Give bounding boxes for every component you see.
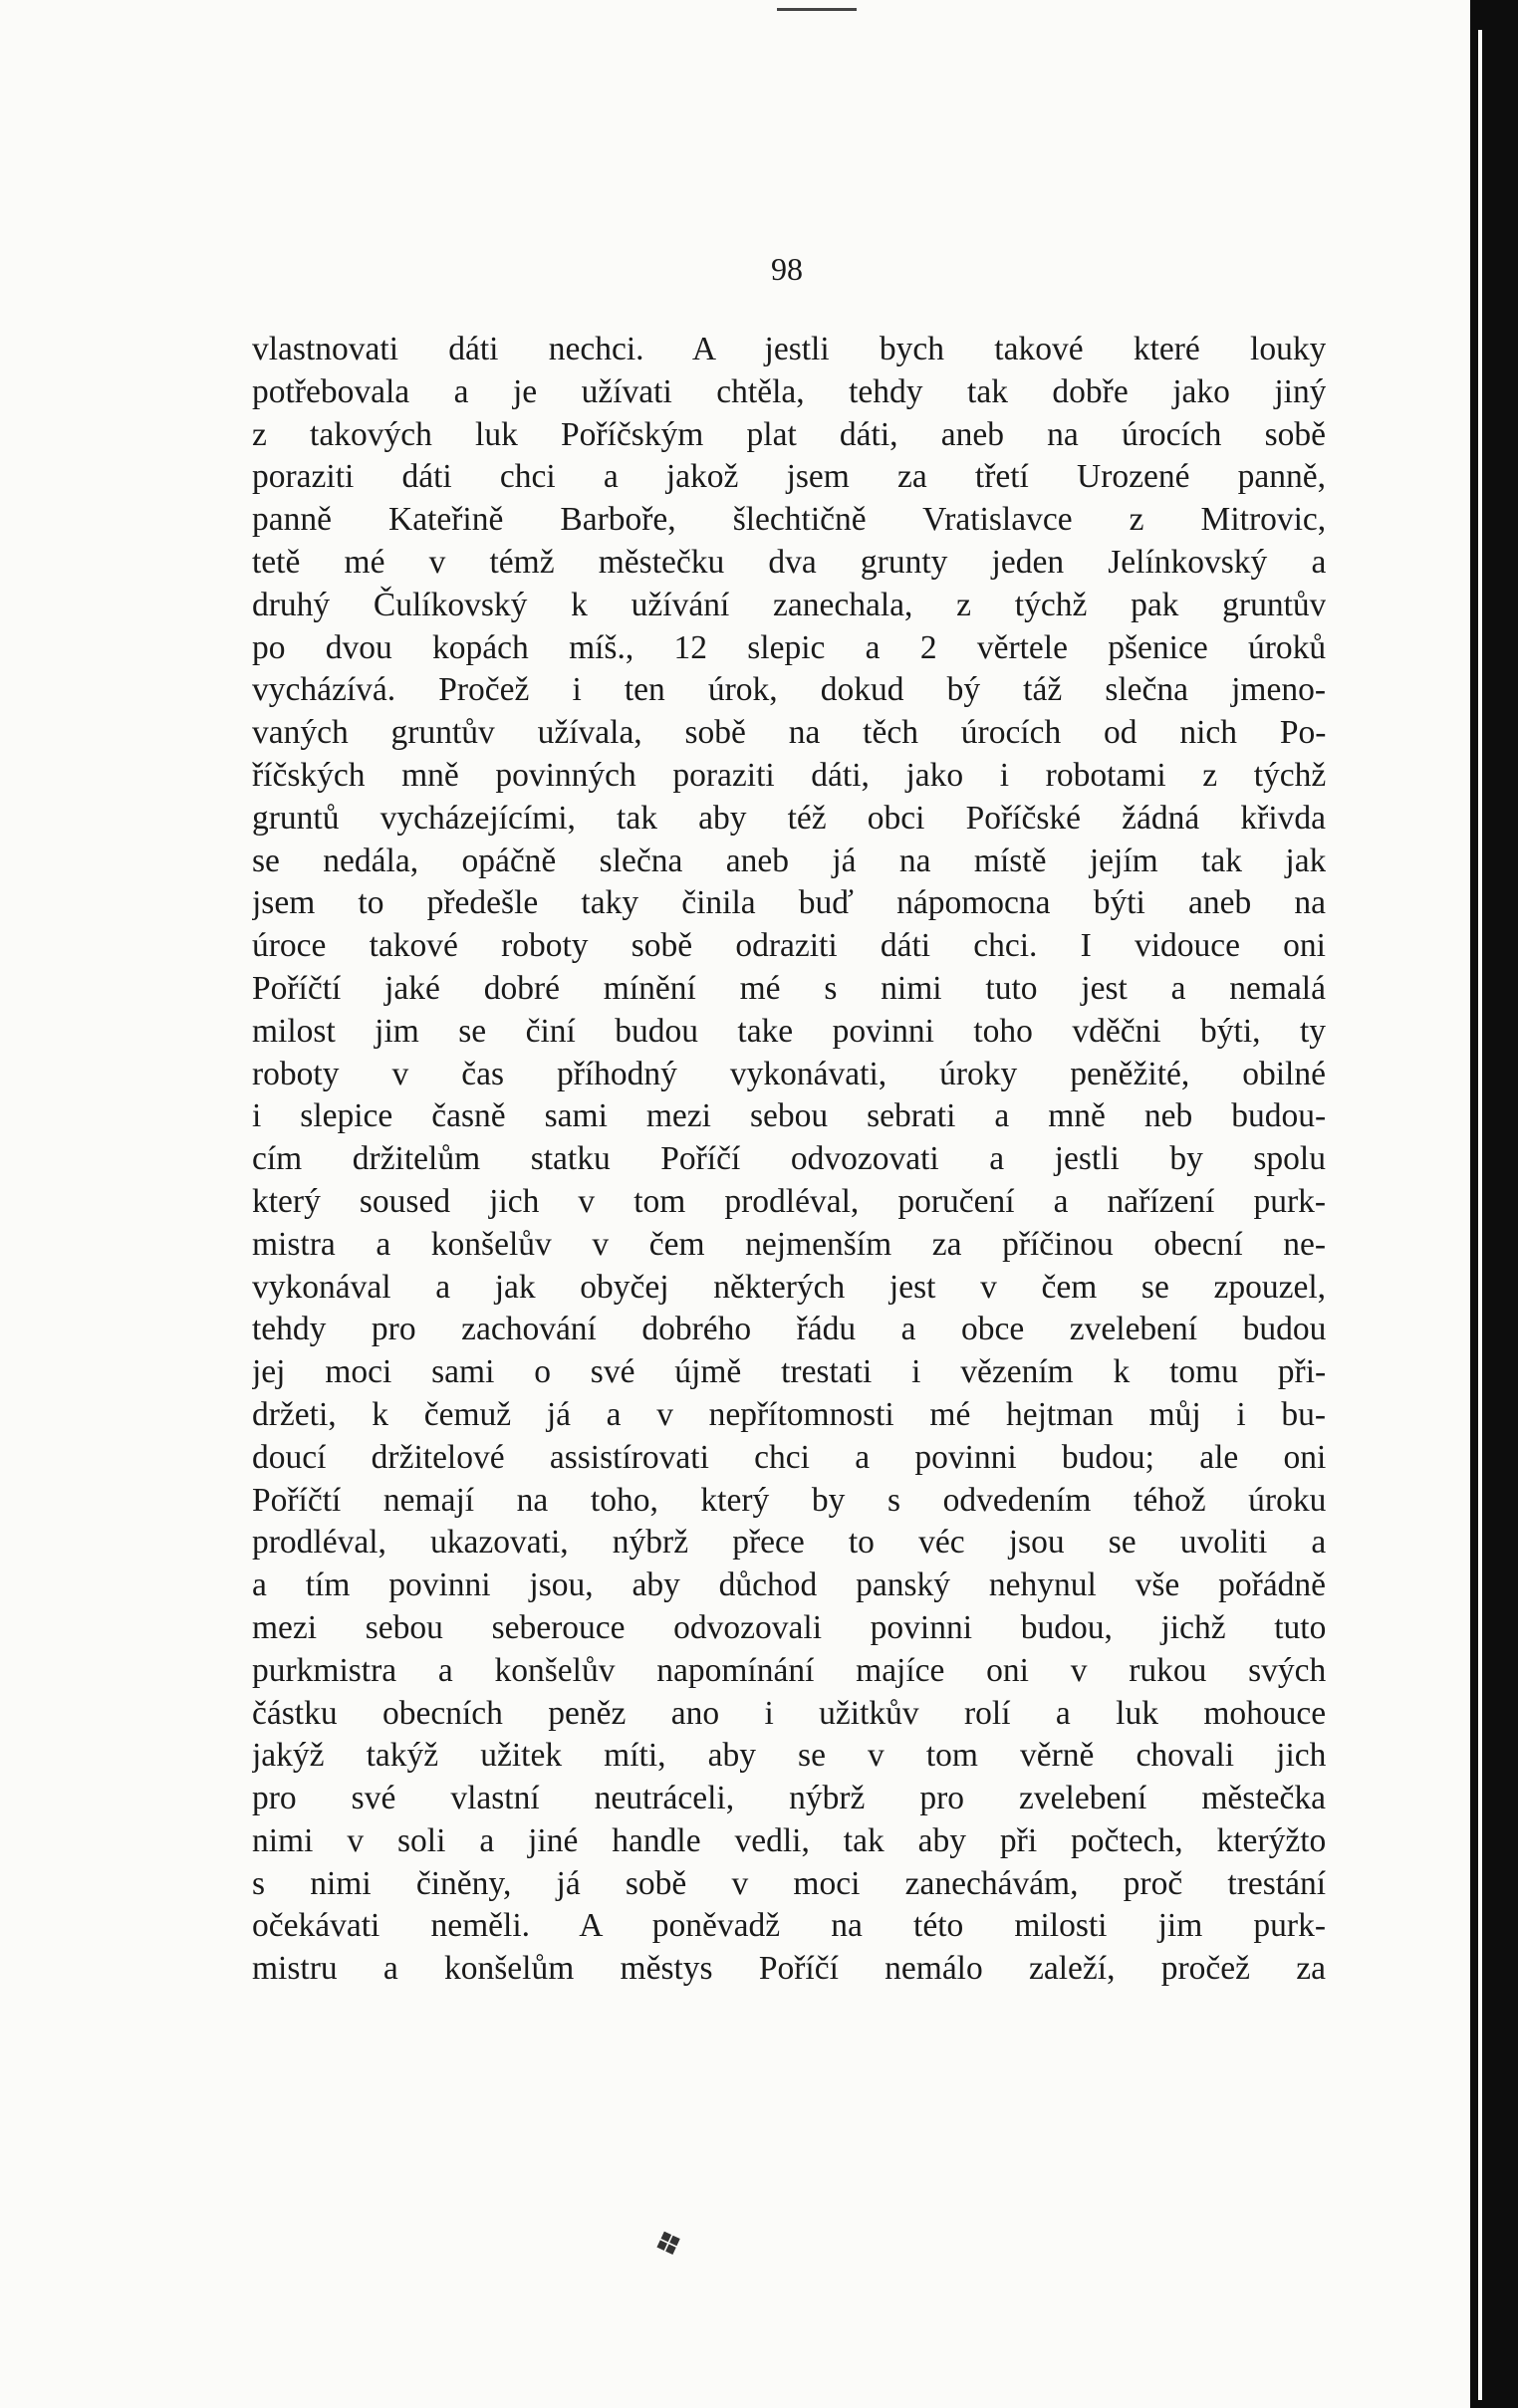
text-line: pro své vlastní neutráceli, nýbrž pro zvelebení městečka (252, 1780, 1326, 1817)
text-line: mistra a konšelův v čem nejmenším za příčinou obecní ne- (252, 1225, 1326, 1263)
text-line: úroce takové roboty sobě odraziti dáti chci. I vidouce oni (252, 927, 1326, 965)
text-line: po dvou kopách míš., 12 slepic a 2 věrtele pšenice úroků (252, 628, 1326, 666)
text-line: který soused jich v tom prodléval, poručení a nařízení purk- (252, 1182, 1326, 1220)
text-line: očekávati neměli. A poněvadž na této milosti jim purk- (252, 1907, 1326, 1945)
text-line: jakýž takýž užitek míti, aby se v tom věrně chovali jich (252, 1737, 1326, 1775)
text-line: a tím povinni jsou, aby důchod panský nehynul vše pořádně (252, 1566, 1326, 1604)
text-line: vlastnovati dáti nechci. A jestli bych takové které louky (252, 331, 1326, 367)
text-line: doucí držitelové assistírovati chci a povinni budou; ale oni (252, 1438, 1326, 1476)
text-line: tehdy pro zachování dobrého řádu a obce zvelebení budou (252, 1311, 1326, 1348)
text-line: se nedála, opáčně slečna aneb já na místě jejím tak jak (252, 842, 1326, 879)
text-line: jsem to předešle taky činila buď nápomocna býti aneb na (252, 884, 1326, 922)
text-line: Poříčtí jaké dobré mínění mé s nimi tuto jest a nemalá (252, 969, 1326, 1007)
page-number: 98 (771, 251, 803, 287)
text-line: gruntů vycházejícími, tak aby též obci Poříčské žádná křivda (252, 799, 1326, 837)
scan-edge (1470, 0, 1518, 2408)
text-line: roboty v čas příhodný vykonávati, úroky peněžité, obilné (252, 1055, 1326, 1092)
scan-artifact-top (777, 8, 857, 11)
text-line: z takových luk Poříčským plat dáti, aneb na úrocích sobě (252, 415, 1326, 453)
text-line: potřebovala a je užívati chtěla, tehdy tak dobře jako jiný (252, 372, 1326, 410)
text-line: nimi v soli a jiné handle vedli, tak aby při počtech, kterýžto (252, 1821, 1326, 1859)
text-line: purkmistra a konšelův napomínání majíce oni v rukou svých (252, 1651, 1326, 1689)
text-line: i slepice časně sami mezi sebou sebrati a mně neb budou- (252, 1097, 1326, 1135)
text-line: držeti, k čemuž já a v nepřítomnosti mé hejtman můj i bu- (252, 1395, 1326, 1433)
text-line: s nimi činěny, já sobě v moci zanechávám, proč trestání (252, 1864, 1326, 1902)
scan-edge-line (1478, 30, 1482, 2400)
text-line: druhý Čulíkovský k užívání zanechala, z týchž pak gruntův (252, 586, 1326, 623)
text-line: mistru a konšelům městys Poříčí nemálo zaleží, pročež za (252, 1950, 1326, 1988)
text-line: milost jim se činí budou take povinni toho vděčni býti, ty (252, 1012, 1326, 1050)
body-text (252, 329, 1326, 1991)
text-line: říčských mně povinných poraziti dáti, jako i robotami z týchž (252, 756, 1326, 794)
text-line: mezi sebou seberouce odvozovali povinni budou, jichž tuto (252, 1608, 1326, 1646)
text-line: Poříčtí nemají na toho, který by s odvedením téhož úroku (252, 1481, 1326, 1519)
text-line: vaných gruntův užívala, sobě na těch úrocích od nich Po- (252, 714, 1326, 752)
text-line: panně Kateřině Barboře, šlechtičně Vratislavce z Mitrovic, (252, 501, 1326, 539)
text-line: vykonával a jak obyčej některých jest v čem se zpouzel, (252, 1268, 1326, 1306)
text-line: tetě mé v témž městečku dva grunty jeden Jelínkovský a (252, 543, 1326, 581)
scan-artifact-mark-icon: ❖ (647, 2220, 690, 2269)
text-line: částku obecních peněz ano i užitkův rolí a luk mohouce (252, 1694, 1326, 1732)
text-line: vycházívá. Pročež i ten úrok, dokud bý táž slečna jmeno- (252, 671, 1326, 709)
text-line: prodléval, ukazovati, nýbrž přece to véc jsou se uvoliti a (252, 1524, 1326, 1562)
text-line: cím držitelům statku Poříčí odvozovati a jestli by spolu (252, 1140, 1326, 1178)
text-line: poraziti dáti chci a jakož jsem za třetí Urozené panně, (252, 458, 1326, 496)
text-line: jej moci sami o své újmě trestati i vězením k tomu při- (252, 1353, 1326, 1391)
